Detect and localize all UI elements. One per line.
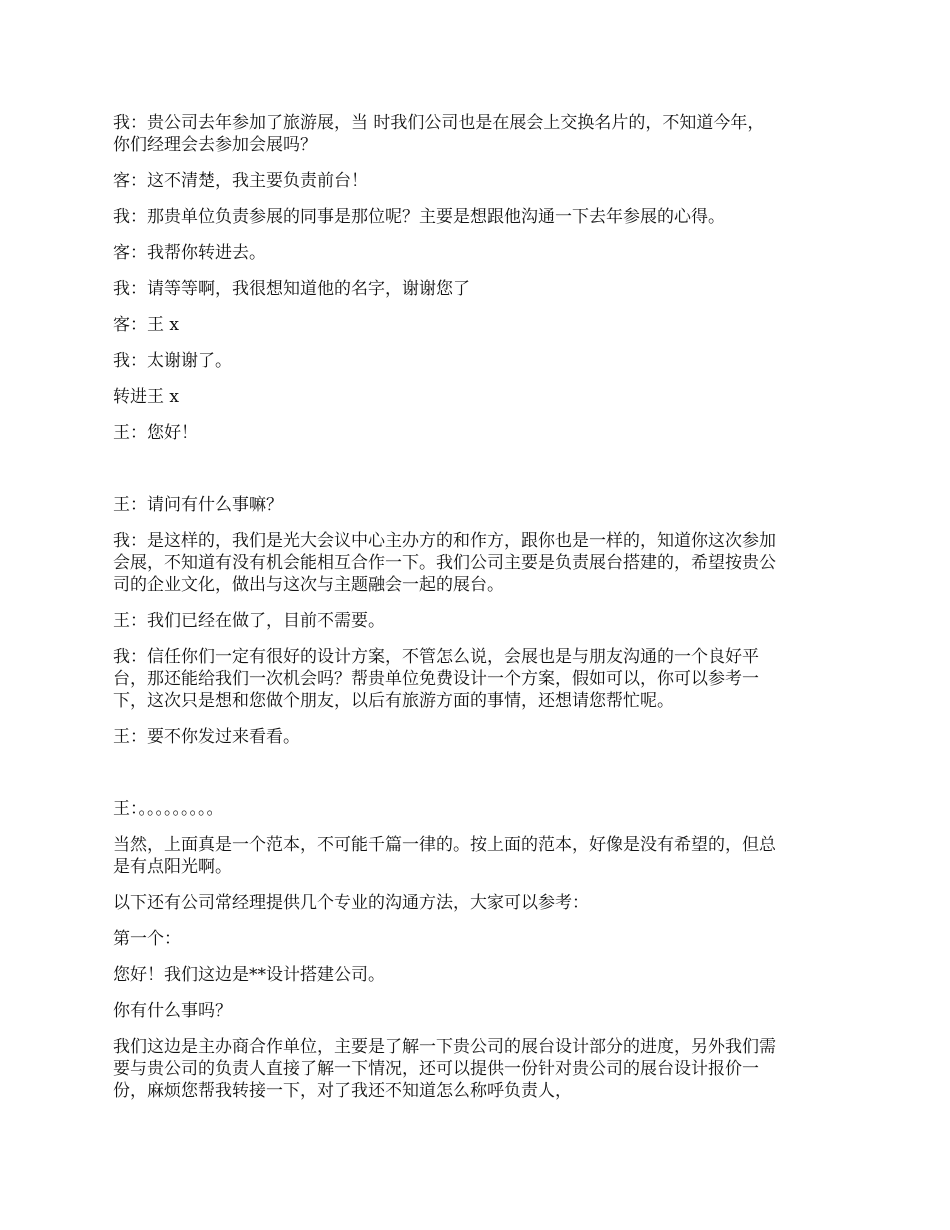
paragraph-16: 当然，上面真是一个范本，不可能千篇一律的。按上面的范本，好像是没有希望的，但总 是有点阳光啊。 <box>113 835 776 877</box>
paragraph-18: 第一个： <box>113 929 181 949</box>
paragraph-gap <box>113 762 843 798</box>
paragraph-20: 你有什么事吗？ <box>113 1001 232 1021</box>
paragraph-5: 我：请等等啊，我很想知道他的名字，谢谢您了 <box>113 279 470 299</box>
paragraph-13: 我：信任你们一定有很好的设计方案，不管怎么说，会展也是与朋友沟通的一个良好平 台，那还能给我们一次机会吗？帮贵单位免费设计一个方案，假如可以，你可以参考一 下，这次只是想和您做个朋友，以后有旅游方面的事情，还想请您帮忙呢。 <box>113 647 759 711</box>
paragraph-9: 王：您好！ <box>113 423 198 443</box>
paragraph-14: 王：要不你发过来看看。 <box>113 727 300 747</box>
paragraph-2: 客：这不清楚，我主要负责前台！ <box>113 171 368 191</box>
paragraph-19: 您好！我们这边是**设计搭建公司。 <box>113 965 385 985</box>
document-body <box>113 112 843 1116</box>
paragraph-10: 王：请问有什么事嘛？ <box>113 495 283 515</box>
paragraph-4: 客：我帮你转进去。 <box>113 243 266 263</box>
paragraph-11: 我：是这样的，我们是光大会议中心主办方的和作方，跟你也是一样的，知道你这次参加 会展，不知道有没有机会能相互合作一下。我们公司主要是负责展台搭建的，希望按贵公 司的企业文化，做出与这次与主题融会一起的展台。 <box>113 531 776 595</box>
paragraph-15: 王：。。。。。。。。。 <box>113 799 224 819</box>
paragraph-6: 客：王 x <box>113 315 179 335</box>
paragraph-1: 我：贵公司去年参加了旅游展，当 时我们公司也是在展会上交换名片的，不知道今年， 你们经理会去参加会展吗？ <box>113 113 765 155</box>
paragraph-7: 我：太谢谢了。 <box>113 351 232 371</box>
paragraph-21: 我们这边是主办商合作单位，主要是了解一下贵公司的展台设计部分的进度，另外我们需 要与贵公司的负责人直接了解一下情况，还可以提供一份针对贵公司的展台设计报价一 份，麻烦您帮我转接一下，对了我还不知道怎么称呼负责人， <box>113 1037 776 1101</box>
paragraph-gap <box>113 458 843 494</box>
paragraph-12: 王：我们已经在做了，目前不需要。 <box>113 611 385 631</box>
paragraph-3: 我：那贵单位负责参展的同事是那位呢？主要是想跟他沟通一下去年参展的心得。 <box>113 207 725 227</box>
paragraph-8: 转进王 x <box>113 387 179 407</box>
paragraph-17: 以下还有公司常经理提供几个专业的沟通方法，大家可以参考： <box>113 893 589 913</box>
